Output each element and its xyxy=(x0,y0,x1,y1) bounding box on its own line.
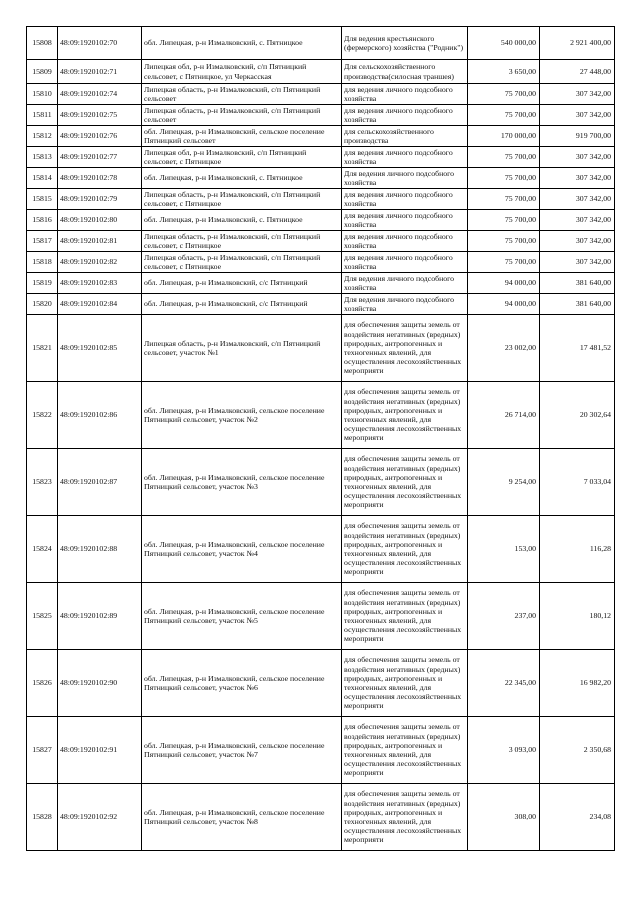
cell-cadastral-value xyxy=(540,449,615,516)
land-plots-table xyxy=(26,26,615,851)
cell-permitted-use-text: для обеспечения защиты земель от воздействия негативных (вредных) природных, антропогенных и техногенных явлений, для осуществления лесохозяйственных мероприяти xyxy=(344,655,462,711)
table-row xyxy=(27,147,615,168)
cell-cadastral-number-text: 48:09:1920102:90 xyxy=(60,678,118,688)
cell-cadastral-number xyxy=(58,84,142,105)
cell-area xyxy=(468,210,540,231)
cell-address xyxy=(142,294,342,315)
cell-cadastral-value-text: 27 448,00 xyxy=(579,66,611,76)
cell-cadastral-number-text: 48:09:1920102:89 xyxy=(60,611,118,621)
cell-cadastral-value-text: 234,08 xyxy=(589,812,611,822)
table-row xyxy=(27,168,615,189)
cell-permitted-use xyxy=(342,60,468,84)
cell-cadastral-value-text: 307 342,00 xyxy=(575,152,611,162)
table-row xyxy=(27,210,615,231)
cell-permitted-use xyxy=(342,449,468,516)
table-row xyxy=(27,252,615,273)
cell-cadastral-number xyxy=(58,210,142,231)
cell-area-text: 75 700,00 xyxy=(504,152,536,162)
cell-cadastral-value-text: 381 640,00 xyxy=(575,299,611,309)
cell-row-number-text: 15816 xyxy=(32,215,52,225)
table-row xyxy=(27,189,615,210)
cell-permitted-use xyxy=(342,315,468,382)
cell-address-text: обл. Липецкая, р-н Измалковский, сельское поселение Пятницкий сельсовет xyxy=(144,126,325,145)
cell-address-text: обл. Липецкая, р-н Измалковский, с. Пятницкое xyxy=(144,173,303,183)
cell-permitted-use-text: для ведения личного подсобного хозяйства xyxy=(344,189,453,208)
cell-permitted-use-text: для обеспечения защиты земель от воздействия негативных (вредных) природных, антропогенных и техногенных явлений, для осуществления лесохозяйственных мероприяти xyxy=(344,387,462,443)
cell-cadastral-value xyxy=(540,231,615,252)
cell-cadastral-number-text: 48:09:1920102:83 xyxy=(60,278,118,288)
cell-row-number-text: 15825 xyxy=(32,611,52,621)
cell-address-text: Липецкая область, р-н Измалковский, с/п Пятницкий сельсовет, с Пятницкое xyxy=(144,231,321,250)
cell-area-text: 170 000,00 xyxy=(500,131,536,141)
cell-address-text: Липецкая область, р-н Измалковский, с/п Пятницкий сельсовет, с Пятницкое xyxy=(144,189,321,208)
cell-permitted-use xyxy=(342,210,468,231)
cell-cadastral-value xyxy=(540,84,615,105)
cell-cadastral-value-text: 2 350,68 xyxy=(583,745,611,755)
cell-cadastral-value xyxy=(540,252,615,273)
cell-cadastral-value xyxy=(540,294,615,315)
cell-cadastral-value xyxy=(540,189,615,210)
cell-row-number xyxy=(27,189,58,210)
cell-address xyxy=(142,784,342,851)
cell-address xyxy=(142,650,342,717)
cell-cadastral-value-text: 116,28 xyxy=(589,544,611,554)
cell-area-text: 540 000,00 xyxy=(500,38,536,48)
cell-cadastral-value xyxy=(540,382,615,449)
cell-address xyxy=(142,516,342,583)
cell-row-number xyxy=(27,650,58,717)
cell-address xyxy=(142,273,342,294)
cell-permitted-use-text: для ведения личного подсобного хозяйства xyxy=(344,210,453,229)
cell-area xyxy=(468,60,540,84)
cell-area xyxy=(468,784,540,851)
cell-area xyxy=(468,126,540,147)
cell-permitted-use-text: Для ведения личного подсобного хозяйства xyxy=(344,168,455,187)
cell-area xyxy=(468,105,540,126)
cell-address xyxy=(142,189,342,210)
cell-cadastral-number-text: 48:09:1920102:76 xyxy=(60,131,118,141)
cell-address-text: обл. Липецкая, р-н Измалковский, сельское поселение Пятницкий сельсовет, участок №2 xyxy=(144,405,325,424)
cell-cadastral-number xyxy=(58,27,142,60)
cell-permitted-use-text: для ведения личного подсобного хозяйства xyxy=(344,231,453,250)
table-row xyxy=(27,382,615,449)
cell-address xyxy=(142,126,342,147)
document-page xyxy=(26,26,614,851)
table-row xyxy=(27,784,615,851)
cell-address xyxy=(142,84,342,105)
cell-row-number xyxy=(27,583,58,650)
cell-cadastral-value-text: 17 481,52 xyxy=(579,343,611,353)
cell-cadastral-value xyxy=(540,784,615,851)
cell-row-number xyxy=(27,516,58,583)
cell-address-text: обл. Липецкая, р-н Измалковский, с/с Пятницкий xyxy=(144,299,308,309)
cell-row-number xyxy=(27,126,58,147)
cell-permitted-use xyxy=(342,168,468,189)
cell-cadastral-value-text: 307 342,00 xyxy=(575,110,611,120)
cell-row-number-text: 15810 xyxy=(32,89,52,99)
cell-row-number-text: 15812 xyxy=(32,131,52,141)
cell-cadastral-number xyxy=(58,583,142,650)
cell-area-text: 3 093,00 xyxy=(508,745,536,755)
cell-permitted-use-text: для обеспечения защиты земель от воздействия негативных (вредных) природных, антропогенных и техногенных явлений, для осуществления лесохозяйственных мероприяти xyxy=(344,789,462,845)
cell-area xyxy=(468,449,540,516)
cell-address-text: обл. Липецкая, р-н Измалковский, сельское поселение Пятницкий сельсовет, участок №6 xyxy=(144,673,325,692)
cell-permitted-use-text: для сельскохозяйственного производства xyxy=(344,126,434,145)
cell-cadastral-number-text: 48:09:1920102:81 xyxy=(60,236,118,246)
cell-permitted-use xyxy=(342,583,468,650)
cell-row-number xyxy=(27,449,58,516)
cell-permitted-use-text: Для ведения крестьянского (фермерского) хозяйства ("Родник") xyxy=(344,33,464,52)
cell-area xyxy=(468,315,540,382)
cell-area-text: 75 700,00 xyxy=(504,173,536,183)
cell-row-number-text: 15824 xyxy=(32,544,52,554)
cell-cadastral-number-text: 48:09:1920102:86 xyxy=(60,410,118,420)
cell-row-number-text: 15811 xyxy=(32,110,52,120)
cell-address xyxy=(142,382,342,449)
cell-row-number xyxy=(27,84,58,105)
cell-cadastral-number-text: 48:09:1920102:78 xyxy=(60,173,118,183)
cell-permitted-use-text: Для сельскохозяйственного производства(силосная траншея) xyxy=(344,62,454,81)
cell-area-text: 3 650,00 xyxy=(508,66,536,76)
cell-address-text: обл. Липецкая, р-н Измалковский, с. Пятницкое xyxy=(144,215,303,225)
cell-cadastral-number xyxy=(58,105,142,126)
cell-area-text: 75 700,00 xyxy=(504,215,536,225)
cell-cadastral-number xyxy=(58,189,142,210)
cell-address xyxy=(142,717,342,784)
cell-cadastral-number xyxy=(58,231,142,252)
cell-cadastral-value xyxy=(540,147,615,168)
cell-cadastral-number-text: 48:09:1920102:85 xyxy=(60,343,118,353)
cell-address-text: обл. Липецкая, р-н Измалковский, сельское поселение Пятницкий сельсовет, участок №7 xyxy=(144,740,325,759)
cell-area-text: 22 345,00 xyxy=(504,678,536,688)
cell-cadastral-value xyxy=(540,516,615,583)
cell-row-number-text: 15821 xyxy=(32,343,52,353)
cell-row-number-text: 15809 xyxy=(32,66,52,76)
cell-address-text: Липецкая область, р-н Измалковский, с/п Пятницкий сельсовет xyxy=(144,84,321,103)
cell-address-text: обл. Липецкая, р-н Измалковский, с/с Пятницкий xyxy=(144,278,308,288)
cell-address-text: Липецкая область, р-н Измалковский, с/п Пятницкий сельсовет xyxy=(144,105,321,124)
cell-address-text: Липецкая обл, р-н Измалковский, с/п Пятницкий сельсовет, с Пятницкое, ул Черкасская xyxy=(144,62,307,81)
table-row xyxy=(27,294,615,315)
cell-area xyxy=(468,583,540,650)
table-row xyxy=(27,315,615,382)
cell-address xyxy=(142,231,342,252)
cell-cadastral-value xyxy=(540,27,615,60)
table-body xyxy=(27,27,615,851)
table-row xyxy=(27,273,615,294)
cell-address xyxy=(142,147,342,168)
cell-area-text: 75 700,00 xyxy=(504,257,536,267)
cell-area xyxy=(468,294,540,315)
cell-permitted-use-text: для обеспечения защиты земель от воздействия негативных (вредных) природных, антропогенных и техногенных явлений, для осуществления лесохозяйственных мероприяти xyxy=(344,454,462,510)
cell-cadastral-number xyxy=(58,650,142,717)
cell-permitted-use xyxy=(342,231,468,252)
cell-row-number-text: 15826 xyxy=(32,678,52,688)
cell-area xyxy=(468,650,540,717)
cell-permitted-use xyxy=(342,84,468,105)
cell-area xyxy=(468,273,540,294)
cell-area-text: 23 002,00 xyxy=(504,343,536,353)
cell-cadastral-value xyxy=(540,273,615,294)
cell-cadastral-value-text: 381 640,00 xyxy=(575,278,611,288)
cell-cadastral-number xyxy=(58,382,142,449)
cell-permitted-use xyxy=(342,126,468,147)
cell-area xyxy=(468,252,540,273)
cell-area-text: 75 700,00 xyxy=(504,236,536,246)
cell-permitted-use xyxy=(342,27,468,60)
cell-row-number xyxy=(27,252,58,273)
cell-cadastral-number xyxy=(58,717,142,784)
cell-cadastral-value-text: 307 342,00 xyxy=(575,215,611,225)
table-row xyxy=(27,126,615,147)
cell-area-text: 153,00 xyxy=(514,544,536,554)
cell-cadastral-value xyxy=(540,717,615,784)
cell-permitted-use-text: для ведения личного подсобного хозяйства xyxy=(344,105,453,124)
cell-area xyxy=(468,189,540,210)
cell-permitted-use xyxy=(342,784,468,851)
cell-address xyxy=(142,60,342,84)
cell-cadastral-number xyxy=(58,315,142,382)
cell-cadastral-number-text: 48:09:1920102:74 xyxy=(60,89,118,99)
cell-area-text: 26 714,00 xyxy=(504,410,536,420)
cell-row-number-text: 15817 xyxy=(32,236,52,246)
table-row xyxy=(27,516,615,583)
cell-permitted-use-text: для ведения личного подсобного хозяйства xyxy=(344,84,453,103)
cell-area-text: 75 700,00 xyxy=(504,110,536,120)
cell-address-text: обл. Липецкая, р-н Измалковский, с. Пятницкое xyxy=(144,38,303,48)
table-row xyxy=(27,583,615,650)
cell-address-text: Липецкая обл, р-н Измалковский, с/п Пятницкий сельсовет, с Пятницкое xyxy=(144,147,307,166)
cell-row-number xyxy=(27,315,58,382)
cell-permitted-use-text: для обеспечения защиты земель от воздействия негативных (вредных) природных, антропогенных и техногенных явлений, для осуществления лесохозяйственных мероприяти xyxy=(344,588,462,644)
cell-address xyxy=(142,315,342,382)
cell-cadastral-number-text: 48:09:1920102:79 xyxy=(60,194,118,204)
cell-row-number-text: 15819 xyxy=(32,278,52,288)
cell-permitted-use xyxy=(342,252,468,273)
cell-row-number-text: 15815 xyxy=(32,194,52,204)
cell-cadastral-value xyxy=(540,126,615,147)
cell-permitted-use xyxy=(342,105,468,126)
cell-row-number-text: 15822 xyxy=(32,410,52,420)
cell-row-number xyxy=(27,784,58,851)
cell-cadastral-number xyxy=(58,252,142,273)
cell-area-text: 9 254,00 xyxy=(508,477,536,487)
cell-cadastral-number xyxy=(58,126,142,147)
cell-row-number-text: 15818 xyxy=(32,257,52,267)
cell-address-text: обл. Липецкая, р-н Измалковский, сельское поселение Пятницкий сельсовет, участок №4 xyxy=(144,539,325,558)
cell-permitted-use xyxy=(342,294,468,315)
cell-permitted-use xyxy=(342,147,468,168)
cell-address xyxy=(142,210,342,231)
cell-permitted-use xyxy=(342,516,468,583)
cell-cadastral-value xyxy=(540,210,615,231)
cell-cadastral-number xyxy=(58,147,142,168)
cell-cadastral-number-text: 48:09:1920102:82 xyxy=(60,257,118,267)
cell-row-number-text: 15813 xyxy=(32,152,52,162)
cell-area xyxy=(468,717,540,784)
cell-permitted-use-text: для ведения личного подсобного хозяйства xyxy=(344,147,453,166)
cell-cadastral-value-text: 20 302,64 xyxy=(579,410,611,420)
cell-cadastral-value xyxy=(540,105,615,126)
cell-address xyxy=(142,449,342,516)
cell-area xyxy=(468,382,540,449)
cell-cadastral-value-text: 2 921 400,00 xyxy=(570,38,611,48)
cell-row-number xyxy=(27,717,58,784)
cell-cadastral-value-text: 307 342,00 xyxy=(575,173,611,183)
cell-cadastral-number-text: 48:09:1920102:84 xyxy=(60,299,118,309)
cell-cadastral-number-text: 48:09:1920102:77 xyxy=(60,152,118,162)
cell-area-text: 94 000,00 xyxy=(504,278,536,288)
cell-permitted-use-text: для ведения личного подсобного хозяйства xyxy=(344,252,453,271)
cell-row-number-text: 15820 xyxy=(32,299,52,309)
cell-cadastral-value-text: 307 342,00 xyxy=(575,257,611,267)
cell-address xyxy=(142,27,342,60)
cell-cadastral-value-text: 307 342,00 xyxy=(575,236,611,246)
cell-row-number-text: 15823 xyxy=(32,477,52,487)
cell-row-number xyxy=(27,382,58,449)
table-row xyxy=(27,231,615,252)
cell-cadastral-value xyxy=(540,583,615,650)
cell-row-number xyxy=(27,210,58,231)
cell-permitted-use xyxy=(342,717,468,784)
cell-permitted-use xyxy=(342,273,468,294)
cell-row-number xyxy=(27,294,58,315)
cell-cadastral-number-text: 48:09:1920102:75 xyxy=(60,110,118,120)
cell-area-text: 308,00 xyxy=(514,812,536,822)
cell-cadastral-number xyxy=(58,168,142,189)
cell-cadastral-value-text: 307 342,00 xyxy=(575,89,611,99)
cell-cadastral-value xyxy=(540,315,615,382)
cell-cadastral-number xyxy=(58,60,142,84)
cell-cadastral-number-text: 48:09:1920102:80 xyxy=(60,215,118,225)
cell-area-text: 75 700,00 xyxy=(504,194,536,204)
cell-address xyxy=(142,252,342,273)
cell-cadastral-value xyxy=(540,650,615,717)
cell-address xyxy=(142,105,342,126)
cell-cadastral-number xyxy=(58,273,142,294)
cell-permitted-use xyxy=(342,650,468,717)
cell-address xyxy=(142,583,342,650)
cell-cadastral-number-text: 48:09:1920102:71 xyxy=(60,66,118,76)
cell-row-number-text: 15827 xyxy=(32,745,52,755)
cell-cadastral-value xyxy=(540,168,615,189)
cell-area-text: 94 000,00 xyxy=(504,299,536,309)
cell-permitted-use xyxy=(342,189,468,210)
cell-cadastral-number-text: 48:09:1920102:87 xyxy=(60,477,118,487)
cell-cadastral-value-text: 919 700,00 xyxy=(575,131,611,141)
cell-permitted-use-text: для обеспечения защиты земель от воздействия негативных (вредных) природных, антропогенных и техногенных явлений, для осуществления лесохозяйственных мероприяти xyxy=(344,320,462,376)
cell-row-number-text: 15808 xyxy=(32,38,52,48)
cell-area xyxy=(468,231,540,252)
cell-area xyxy=(468,84,540,105)
cell-area-text: 75 700,00 xyxy=(504,89,536,99)
cell-row-number xyxy=(27,168,58,189)
cell-row-number xyxy=(27,147,58,168)
cell-cadastral-value xyxy=(540,60,615,84)
table-row xyxy=(27,650,615,717)
cell-permitted-use-text: Для ведения личного подсобного хозяйства xyxy=(344,273,455,292)
cell-cadastral-number-text: 48:09:1920102:92 xyxy=(60,812,118,822)
cell-address-text: обл. Липецкая, р-н Измалковский, сельское поселение Пятницкий сельсовет, участок №5 xyxy=(144,606,325,625)
cell-permitted-use-text: для обеспечения защиты земель от воздействия негативных (вредных) природных, антропогенных и техногенных явлений, для осуществления лесохозяйственных мероприяти xyxy=(344,521,462,577)
cell-cadastral-value-text: 307 342,00 xyxy=(575,194,611,204)
table-row xyxy=(27,449,615,516)
cell-row-number xyxy=(27,273,58,294)
cell-address-text: Липецкая область, р-н Измалковский, с/п Пятницкий сельсовет, с Пятницкое xyxy=(144,252,321,271)
table-row xyxy=(27,27,615,60)
cell-permitted-use-text: Для ведения личного подсобного хозяйства xyxy=(344,294,455,313)
cell-row-number-text: 15828 xyxy=(32,812,52,822)
cell-cadastral-number xyxy=(58,449,142,516)
cell-area xyxy=(468,147,540,168)
table-row xyxy=(27,717,615,784)
cell-row-number xyxy=(27,105,58,126)
cell-cadastral-number xyxy=(58,294,142,315)
table-row xyxy=(27,84,615,105)
cell-cadastral-value-text: 180,12 xyxy=(589,611,611,621)
cell-cadastral-number-text: 48:09:1920102:88 xyxy=(60,544,118,554)
table-row xyxy=(27,105,615,126)
cell-cadastral-number xyxy=(58,784,142,851)
cell-cadastral-number-text: 48:09:1920102:91 xyxy=(60,745,118,755)
cell-permitted-use-text: для обеспечения защиты земель от воздействия негативных (вредных) природных, антропогенных и техногенных явлений, для осуществления лесохозяйственных мероприяти xyxy=(344,722,462,778)
table-row xyxy=(27,60,615,84)
cell-area xyxy=(468,168,540,189)
cell-cadastral-number-text: 48:09:1920102:70 xyxy=(60,38,118,48)
cell-row-number xyxy=(27,27,58,60)
cell-address-text: обл. Липецкая, р-н Измалковский, сельское поселение Пятницкий сельсовет, участок №8 xyxy=(144,807,325,826)
cell-cadastral-number xyxy=(58,516,142,583)
cell-permitted-use xyxy=(342,382,468,449)
cell-address-text: Липецкая область, р-н Измалковский, с/п Пятницкий сельсовет, участок №1 xyxy=(144,338,321,357)
cell-address-text: обл. Липецкая, р-н Измалковский, сельское поселение Пятницкий сельсовет, участок №3 xyxy=(144,472,325,491)
cell-area xyxy=(468,27,540,60)
cell-row-number xyxy=(27,231,58,252)
cell-address xyxy=(142,168,342,189)
cell-cadastral-value-text: 16 982,20 xyxy=(579,678,611,688)
cell-row-number xyxy=(27,60,58,84)
cell-area-text: 237,00 xyxy=(514,611,536,621)
cell-row-number-text: 15814 xyxy=(32,173,52,183)
cell-cadastral-value-text: 7 033,04 xyxy=(583,477,611,487)
cell-area xyxy=(468,516,540,583)
